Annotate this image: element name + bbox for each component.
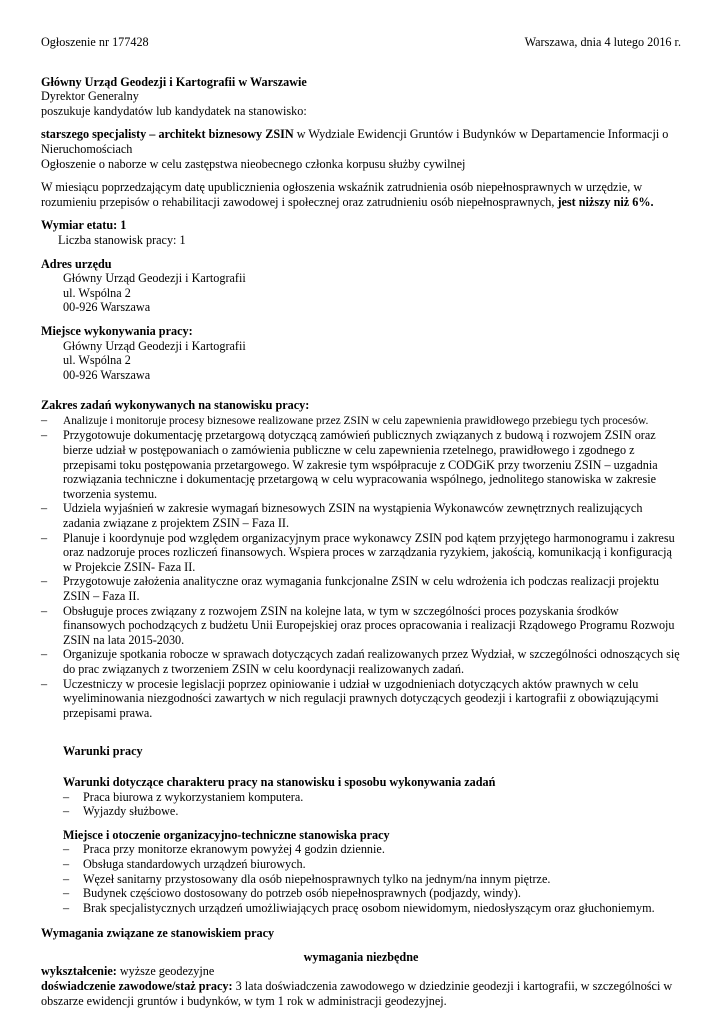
office-address-line: Główny Urząd Geodezji i Kartografii bbox=[63, 271, 246, 286]
position-title-rest: w Wydziale Ewidencji Gruntów i Budynków w Departamencie Informacji o Nieruchomościach bbox=[41, 127, 669, 156]
duties-list bbox=[41, 413, 681, 720]
employment-label: Wymiar etatu: 1 bbox=[41, 218, 127, 233]
experience-label: doświadczenie zawodowe/staż pracy: bbox=[41, 979, 233, 994]
disability-rate: jest niższy niż 6% bbox=[557, 194, 651, 209]
duty-item: – Przygotowuje dokumentację przetargową dotyczącą zamówień publicznych związanych z budową i rozwojem ZSIN oraz bierze udział w postępowaniach o zamówienia publiczne w celu zapewnienia rzetelnego, prawidłowego i zgodnego z przepisami toku postępowania przetargowego. W zakresie tym współpracuje z CODGiK przy tworzeniu ZSIN – uzgadnia rozwiązania techniczne i dokumentację przetargową w celu wypracowania wspólnego, jednolitego stanowiska w zakresie tworzenia systemu. bbox=[41, 428, 681, 501]
seeking-text: poszukuje kandydatów lub kandydatek na stanowisko: bbox=[41, 103, 307, 118]
environment-item: – Budynek częściowo dostosowany do potrzeb osób niepełnosprawnych (podjazdy, windy). bbox=[41, 886, 681, 901]
work-place-line: Główny Urząd Geodezji i Kartografii bbox=[63, 338, 246, 353]
employer-person: Dyrektor Generalny bbox=[41, 89, 139, 104]
character-item: – Wyjazdy służbowe. bbox=[41, 804, 681, 819]
conditions-label: Warunki pracy bbox=[63, 744, 143, 759]
environment-item: – Praca przy monitorze ekranowym powyżej 4 godzin dziennie. bbox=[41, 842, 681, 857]
employer-name: Główny Urząd Geodezji i Kartografii w Warszawie bbox=[41, 74, 307, 89]
environment-list bbox=[41, 842, 681, 915]
education-requirement bbox=[41, 964, 681, 979]
office-address-label: Adres urzędu bbox=[41, 256, 112, 271]
office-address-line: 00-926 Warszawa bbox=[63, 300, 151, 315]
disability-text: W miesiącu poprzedzającym datę upublicznienia ogłoszenia wskaźnik zatrudnienia osób niepełnosprawnych w urzędzie, w rozumieniu przepisów o rehabilitacji zawodowej i społecznej oraz zatrudnieniu osób niepełnosprawnych, bbox=[41, 180, 643, 209]
position-title bbox=[41, 127, 681, 156]
work-place-line: 00-926 Warszawa bbox=[63, 367, 151, 382]
environment-label: Miejsce i otoczenie organizacyjno-techniczne stanowiska pracy bbox=[63, 827, 390, 842]
environment-item: – Obsługa standardowych urządzeń biurowych. bbox=[41, 857, 681, 872]
essential-requirements-label: wymagania niezbędne bbox=[303, 949, 419, 964]
character-list bbox=[41, 790, 681, 819]
office-address bbox=[41, 271, 681, 315]
duty-text: Analizuje i monitoruje procesy biznesowe realizowane przez ZSIN w celu zapewnienia prawidłowego przebiegu tych procesów. bbox=[63, 414, 649, 427]
position-title-bold: starszego specjalisty – architekt biznesowy ZSIN bbox=[41, 127, 294, 142]
education-value: wyższe geodezyjne bbox=[116, 964, 215, 979]
requirements-label: Wymagania związane ze stanowiskiem pracy bbox=[41, 926, 275, 941]
education-label: wykształcenie: bbox=[41, 964, 117, 979]
character-label: Warunki dotyczące charakteru pracy na stanowisku i sposobu wykonywania zadań bbox=[63, 774, 496, 789]
duty-item: – Uczestniczy w procesie legislacji poprzez opiniowanie i udział w uzgodnieniach dotyczących aktów prawnych w celu wyeliminowania niezgodności zawartych w nich regulacji prawnych dotyczących geodezji i kartografii z obowiązującymi przepisami prawa. bbox=[41, 677, 681, 721]
work-place-line: ul. Wspólna 2 bbox=[63, 353, 131, 368]
experience-requirement bbox=[41, 979, 681, 1008]
duty-item bbox=[41, 413, 681, 429]
work-place-label: Miejsce wykonywania pracy: bbox=[41, 323, 193, 338]
positions-count: Liczba stanowisk pracy: 1 bbox=[58, 232, 186, 247]
duty-item: – Planuje i koordynuje pod względem organizacyjnym prace wykonawcy ZSIN pod kątem przyjętego harmonogramu i zakresu oraz nadzoruje proces rozliczeń finansowych. Wspiera proces w zarządzania ryzykiem, jakością, komunikacją i konfiguracją w Projekcie ZSIN- Faza II. bbox=[41, 531, 681, 575]
character-item: – Praca biurowa z wykorzystaniem komputera. bbox=[41, 790, 681, 805]
office-address-line: ul. Wspólna 2 bbox=[63, 285, 131, 300]
duties-label: Zakres zadań wykonywanych na stanowisku pracy: bbox=[41, 398, 310, 413]
disability-end: . bbox=[650, 194, 654, 209]
duty-item: – Udziela wyjaśnień w zakresie wymagań biznesowych ZSIN na wystąpienia Wykonawców zewnętrznych realizujących zadania związane z projektem ZSIN – Faza II. bbox=[41, 501, 681, 530]
recruitment-note: Ogłoszenie o naborze w celu zastępstwa nieobecnego członka korpusu służby cywilnej bbox=[41, 156, 466, 171]
duty-item: – Obsługuje proces związany z rozwojem ZSIN na kolejne lata, w tym w szczególności proces pozyskania środków finansowych pochodzących z budżetu Unii Europejskiej oraz proces opracowania i realizacji Rządowego Programu Rozwoju ZSIN na lata 2015-2030. bbox=[41, 604, 681, 648]
notice-number: Ogłoszenie nr 177428 bbox=[41, 35, 149, 49]
work-place-address bbox=[41, 339, 681, 383]
duty-item: – Organizuje spotkania robocze w sprawach dotyczących zadań realizowanych przez Wydział, w szczególności odnoszących się do prac związanych z tworzeniem ZSIN w celu koordynacji realizowanych zadań. bbox=[41, 647, 681, 676]
document-page bbox=[41, 35, 681, 1008]
place-date: Warszawa, dnia 4 lutego 2016 r. bbox=[524, 35, 681, 49]
experience-value: 3 lata doświadczenia zawodowego w dziedzinie geodezji i kartografii, w szczególności w obszarze ewidencji gruntów i budynków, w tym 1 rok w administracji geodezyjnej. bbox=[41, 979, 673, 1008]
disability-statement bbox=[41, 180, 681, 209]
environment-item: – Brak specjalistycznych urządzeń umożliwiających pracę osobom niewidomym, niedosłyszącym oraz głuchoniemym. bbox=[41, 901, 681, 916]
environment-item: – Węzeł sanitarny przystosowany dla osób niepełnosprawnych tylko na jednym/na innym piętrze. bbox=[41, 872, 681, 887]
duty-item: – Przygotowuje założenia analityczne oraz wymagania funkcjonalne ZSIN w celu wdrożenia ich podczas realizacji projektu ZSIN – Faza II. bbox=[41, 574, 681, 603]
document-header bbox=[41, 35, 681, 50]
